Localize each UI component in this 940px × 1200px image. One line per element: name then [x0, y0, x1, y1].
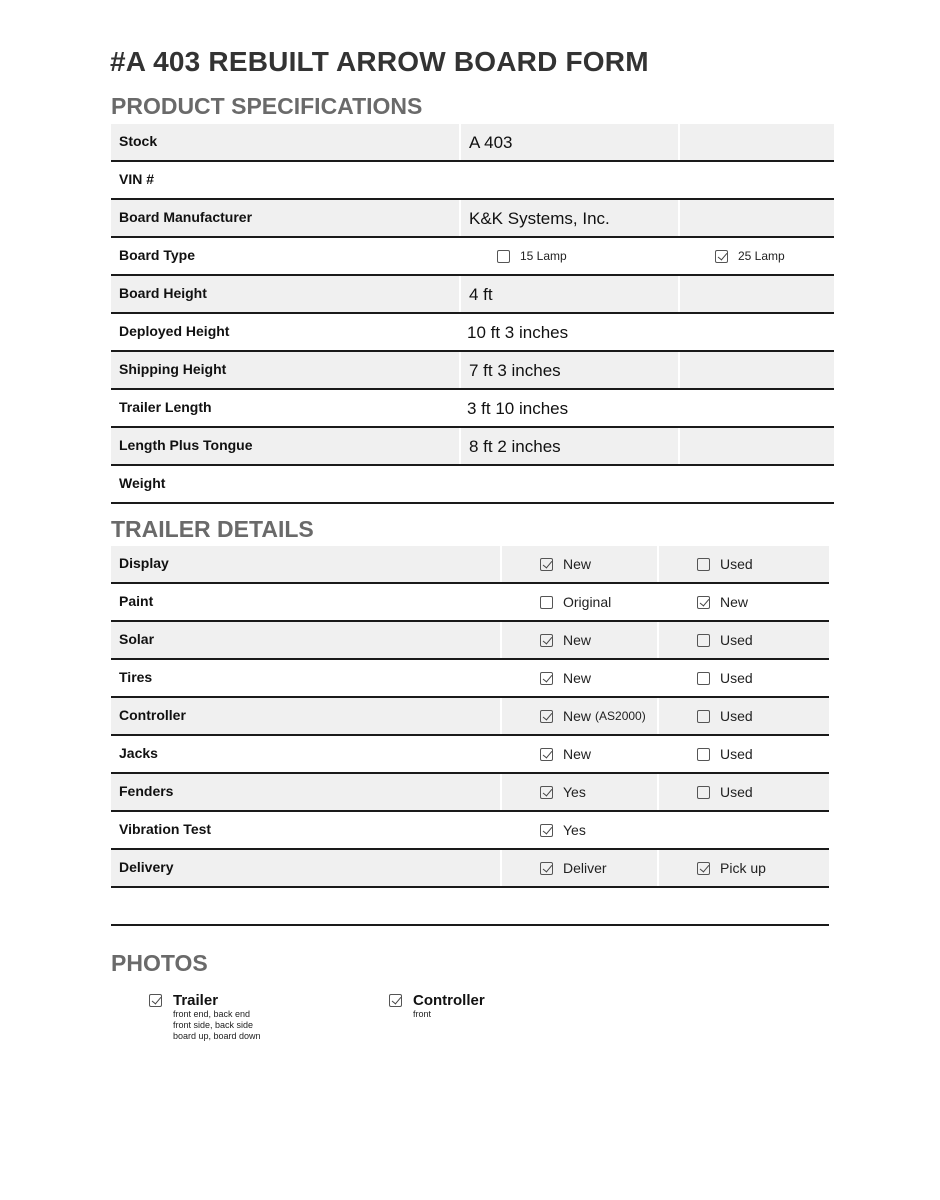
- checkbox-icon[interactable]: [540, 824, 553, 837]
- trailer-option-cell: [500, 774, 657, 810]
- checkbox-icon[interactable]: [540, 710, 553, 723]
- photos-heading: PHOTOS: [111, 950, 208, 976]
- board-type-options: [459, 238, 834, 274]
- checkbox-icon[interactable]: [715, 250, 728, 263]
- trailer-option-label: Original: [563, 594, 612, 610]
- checkbox-icon[interactable]: [540, 596, 553, 609]
- checkbox-icon[interactable]: [540, 672, 553, 685]
- trailer-details-heading: TRAILER DETAILS: [111, 516, 314, 542]
- length-plus-tongue-extra-cell: [678, 428, 834, 464]
- spec-row-length-plus-tongue: [111, 428, 834, 466]
- checkbox-icon[interactable]: [697, 558, 710, 571]
- trailer-option-cell: [500, 546, 657, 582]
- checkbox-icon[interactable]: [149, 994, 162, 1007]
- trailer-option-cell: [657, 850, 829, 886]
- spec-row-vin: [111, 162, 834, 200]
- vin-label: VIN #: [119, 171, 155, 187]
- trailer-option-label: Pick up: [720, 860, 766, 876]
- trailer-option-cell: [500, 698, 657, 734]
- trailer-option[interactable]: [540, 822, 586, 838]
- trailer-option-cell: [657, 660, 829, 696]
- spec-row-weight: [111, 466, 834, 504]
- trailer-option-cell: [657, 698, 829, 734]
- photo-controller[interactable]: [389, 992, 485, 1020]
- trailer-option-label: Deliver: [563, 860, 607, 876]
- trailer-option-label: New: [563, 670, 592, 686]
- trailer-option-cell: [500, 736, 657, 772]
- trailer-option[interactable]: [540, 670, 591, 686]
- trailer-option-label: Used: [720, 556, 753, 572]
- checkbox-icon[interactable]: [697, 748, 710, 761]
- trailer-option-cell: [500, 660, 657, 696]
- trailer-option-cell: [657, 546, 829, 582]
- spec-row-shipping-height: [111, 352, 834, 390]
- trailer-option[interactable]: [697, 708, 753, 724]
- checkbox-icon[interactable]: [540, 786, 553, 799]
- weight-label: Weight: [119, 475, 166, 491]
- board-type-label: Board Type: [119, 247, 195, 263]
- trailer-row-label: [111, 888, 500, 924]
- checkbox-icon[interactable]: [497, 250, 510, 263]
- checkbox-icon[interactable]: [697, 596, 710, 609]
- trailer-option-label: New: [563, 746, 592, 762]
- trailer-option-label: Used: [720, 632, 753, 648]
- product-specifications-table: [111, 124, 834, 504]
- trailer-details-table: [111, 546, 829, 926]
- trailer-option-cell: [500, 584, 657, 620]
- shipping-height-extra-cell: [678, 352, 834, 388]
- checkbox-icon[interactable]: [697, 786, 710, 799]
- trailer-option-suffix: (AS2000): [595, 709, 646, 723]
- trailer-row-label: Solar: [119, 631, 155, 647]
- spec-row-board-type: [111, 238, 834, 276]
- trailer-row-label: Fenders: [119, 783, 174, 799]
- checkbox-icon[interactable]: [540, 558, 553, 571]
- board-type-option-15-lamp[interactable]: [497, 249, 567, 263]
- board-height-label: Board Height: [119, 285, 207, 301]
- trailer-option-cell: [657, 584, 829, 620]
- manufacturer-extra-cell: [678, 200, 834, 236]
- trailer-option-cell: [657, 812, 829, 848]
- trailer-row-label: Tires: [119, 669, 153, 685]
- deployed-height-value[interactable]: 10 ft 3 inches: [467, 323, 569, 342]
- trailer-option[interactable]: [540, 556, 591, 572]
- trailer-row-jacks: [111, 736, 829, 774]
- trailer-option-label: New: [563, 632, 592, 648]
- stock-value[interactable]: A 403: [459, 124, 678, 160]
- length-plus-tongue-value[interactable]: 8 ft 2 inches: [459, 428, 678, 464]
- checkbox-icon[interactable]: [697, 862, 710, 875]
- trailer-row-delivery: [111, 850, 829, 888]
- trailer-option-label: Used: [720, 746, 753, 762]
- board-height-value[interactable]: 4 ft: [459, 276, 678, 312]
- trailer-option-cell: [657, 774, 829, 810]
- weight-value[interactable]: [459, 466, 834, 502]
- trailer-option-cell: [500, 888, 657, 924]
- trailer-option[interactable]: [697, 746, 753, 762]
- board-type-option-label: 25 Lamp: [738, 249, 785, 263]
- trailer-option-label: New: [720, 594, 749, 610]
- trailer-row-label: Controller: [119, 707, 186, 723]
- trailer-option[interactable]: [540, 860, 607, 876]
- trailer-option[interactable]: [540, 708, 646, 724]
- checkbox-icon[interactable]: [697, 672, 710, 685]
- checkbox-icon[interactable]: [540, 634, 553, 647]
- trailer-option-label: Yes: [563, 822, 586, 838]
- shipping-height-value[interactable]: 7 ft 3 inches: [459, 352, 678, 388]
- trailer-row-controller: [111, 698, 829, 736]
- trailer-option-cell: [500, 812, 657, 848]
- checkbox-icon[interactable]: [697, 710, 710, 723]
- board-type-option-25-lamp[interactable]: [715, 249, 785, 263]
- trailer-row-solar: [111, 622, 829, 660]
- trailer-row-label: Delivery: [119, 859, 174, 875]
- spec-row-manufacturer: [111, 200, 834, 238]
- trailer-row-paint: [111, 584, 829, 622]
- trailer-row-blank: [111, 888, 829, 926]
- photo-controller-note: front: [413, 1009, 432, 1019]
- trailer-option-label: New: [563, 556, 592, 572]
- checkbox-icon[interactable]: [540, 862, 553, 875]
- trailer-row-label: Jacks: [119, 745, 158, 761]
- trailer-row-fenders: [111, 774, 829, 812]
- trailer-option[interactable]: [697, 556, 753, 572]
- trailer-option-cell: [500, 622, 657, 658]
- board-type-option-label: 15 Lamp: [520, 249, 567, 263]
- checkbox-icon[interactable]: [540, 748, 553, 761]
- trailer-option-label: Used: [720, 670, 753, 686]
- trailer-row-label: Display: [119, 555, 169, 571]
- shipping-height-label: Shipping Height: [119, 361, 227, 377]
- deployed-height-label: Deployed Height: [119, 323, 230, 339]
- photo-trailer-note: board up, board down: [173, 1031, 261, 1041]
- trailer-option[interactable]: [697, 594, 748, 610]
- trailer-row-vibration-test: [111, 812, 829, 850]
- trailer-row-display: [111, 546, 829, 584]
- trailer-option[interactable]: [540, 594, 611, 610]
- spec-row-deployed-height: [111, 314, 834, 352]
- photo-trailer-text: [173, 992, 261, 1042]
- trailer-option-cell: [657, 888, 829, 924]
- manufacturer-label: Board Manufacturer: [119, 209, 253, 225]
- trailer-option[interactable]: [540, 746, 591, 762]
- trailer-row-label: Vibration Test: [119, 821, 212, 837]
- trailer-option[interactable]: [697, 784, 753, 800]
- trailer-option-cell: [657, 736, 829, 772]
- stock-extra-cell: [678, 124, 834, 160]
- board-height-extra-cell: [678, 276, 834, 312]
- photo-trailer[interactable]: [149, 992, 261, 1042]
- photo-trailer-note: front end, back end: [173, 1009, 251, 1019]
- trailer-row-label: Paint: [119, 593, 154, 609]
- photo-trailer-label: Trailer: [173, 992, 219, 1009]
- vin-value[interactable]: [459, 162, 834, 198]
- trailer-option-label: Used: [720, 784, 753, 800]
- manufacturer-value[interactable]: K&K Systems, Inc.: [459, 200, 678, 236]
- trailer-option-label: New: [563, 708, 592, 724]
- photo-controller-label: Controller: [413, 992, 485, 1009]
- spec-row-stock: [111, 124, 834, 162]
- trailer-option[interactable]: [540, 632, 591, 648]
- trailer-option[interactable]: [697, 632, 753, 648]
- trailer-option[interactable]: [697, 860, 766, 876]
- trailer-option-cell: [657, 622, 829, 658]
- checkbox-icon[interactable]: [389, 994, 402, 1007]
- trailer-option-cell: [500, 850, 657, 886]
- product-specifications-heading: PRODUCT SPECIFICATIONS: [111, 93, 423, 119]
- spec-row-trailer-length: [111, 390, 834, 428]
- trailer-option[interactable]: [697, 670, 753, 686]
- trailer-length-value[interactable]: 3 ft 10 inches: [467, 399, 569, 418]
- checkbox-icon[interactable]: [697, 634, 710, 647]
- spec-row-board-height: [111, 276, 834, 314]
- trailer-option-label: Used: [720, 708, 753, 724]
- trailer-option-label: Yes: [563, 784, 586, 800]
- trailer-option[interactable]: [540, 784, 586, 800]
- form-title: #A 403 REBUILT ARROW BOARD FORM: [110, 46, 649, 77]
- trailer-length-label: Trailer Length: [119, 399, 212, 415]
- photo-controller-text: [413, 992, 485, 1020]
- stock-label: Stock: [119, 133, 158, 149]
- trailer-row-tires: [111, 660, 829, 698]
- photo-trailer-note: front side, back side: [173, 1020, 254, 1030]
- length-plus-tongue-label: Length Plus Tongue: [119, 437, 253, 453]
